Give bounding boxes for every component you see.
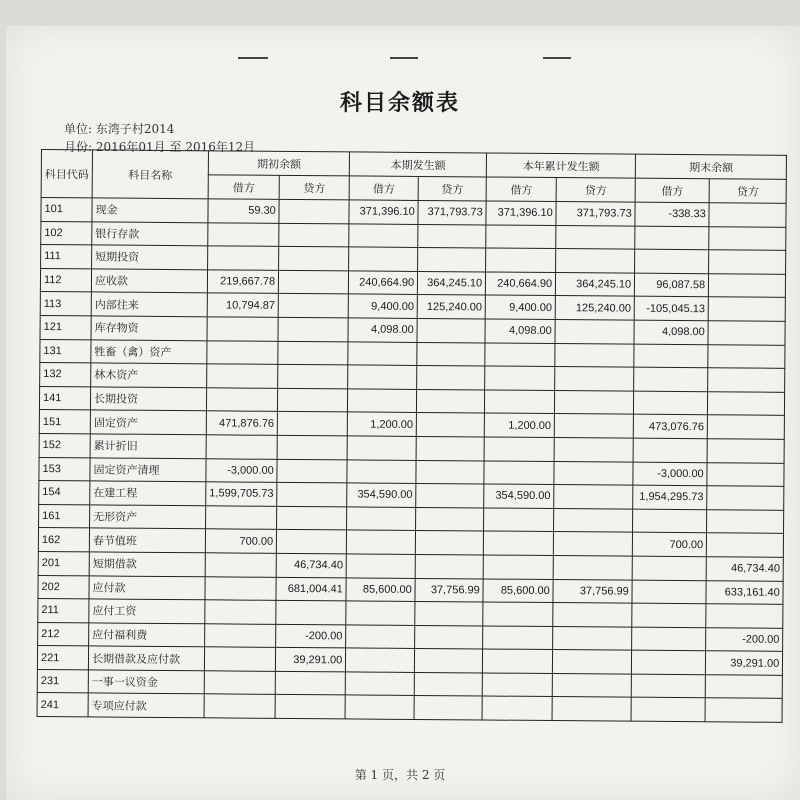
credit-cell: [552, 673, 631, 697]
punch-mark: [543, 57, 571, 59]
account-code: 211: [38, 599, 89, 623]
debit-cell: [208, 246, 279, 270]
credit-cell: [553, 555, 632, 579]
debit-cell: 59.30: [208, 199, 279, 223]
account-name: 固定资产清理: [90, 457, 206, 482]
debit-cell: [633, 509, 707, 533]
credit-cell: [706, 604, 783, 628]
debit-cell: [632, 580, 706, 604]
credit-cell: [417, 318, 485, 342]
credit-cell: [416, 507, 484, 531]
credit-cell: [415, 602, 483, 626]
credit-cell: [277, 412, 347, 436]
credit-cell: [707, 439, 784, 463]
debit-cell: [632, 556, 706, 580]
debit-cell: [484, 508, 554, 532]
account-code: 113: [40, 292, 91, 316]
debit-cell: 85,600.00: [346, 577, 415, 601]
credit-cell: [709, 226, 786, 250]
account-code: 162: [38, 528, 89, 552]
page-footer: 第 1 页，共 2 页: [354, 768, 446, 782]
punch-mark: [390, 57, 418, 59]
credit-cell: [416, 531, 484, 555]
account-code: 153: [39, 457, 90, 481]
credit-cell: [277, 482, 347, 506]
debit-cell: [635, 249, 709, 273]
debit-cell: [485, 390, 555, 414]
credit-cell: [278, 365, 348, 389]
account-name: 固定资产: [90, 410, 206, 435]
credit-cell: [275, 695, 345, 719]
debit-cell: [205, 600, 276, 624]
account-code: 112: [40, 268, 91, 292]
debit-cell: 700.00: [205, 529, 276, 553]
credit-cell: [275, 671, 345, 695]
header-credit: 贷方: [556, 178, 635, 203]
debit-cell: [205, 623, 276, 647]
account-name: 累计折旧: [90, 434, 206, 459]
account-code: 111: [41, 245, 92, 269]
period-to: 2016年12月: [185, 140, 256, 154]
header-opening-balance: 期初余额: [208, 151, 349, 176]
credit-cell: [555, 320, 634, 344]
credit-cell: [279, 199, 349, 223]
credit-cell: [707, 415, 784, 439]
credit-cell: [709, 274, 786, 298]
account-name: 林木资产: [91, 363, 207, 388]
account-code: 121: [40, 315, 91, 339]
account-code: 202: [38, 575, 89, 599]
credit-cell: [418, 224, 486, 248]
account-code: 241: [37, 693, 88, 717]
account-code: 102: [41, 221, 92, 245]
debit-cell: 471,876.76: [206, 411, 277, 435]
credit-cell: 633,161.40: [706, 580, 783, 604]
credit-cell: [279, 247, 349, 271]
credit-cell: [415, 649, 483, 673]
credit-cell: [417, 389, 485, 413]
period-label: 月份:: [64, 140, 93, 154]
debit-cell: [347, 530, 416, 554]
debit-cell: [631, 674, 705, 698]
account-name: 库存物资: [91, 316, 207, 341]
credit-cell: [707, 486, 784, 510]
credit-cell: [553, 626, 632, 650]
header-credit: 贷方: [279, 175, 349, 200]
debit-cell: [207, 340, 278, 364]
table-body: [37, 198, 786, 723]
header-period-amount: 本期发生额: [350, 152, 487, 177]
debit-cell: 371,396.10: [486, 201, 556, 225]
header-credit: 贷方: [709, 179, 786, 204]
credit-cell: [556, 225, 635, 249]
debit-cell: [207, 317, 278, 341]
credit-cell: 125,240.00: [417, 295, 485, 319]
credit-cell: [414, 696, 482, 720]
debit-cell: [484, 437, 554, 461]
credit-cell: [708, 344, 785, 368]
debit-cell: 700.00: [633, 532, 707, 556]
credit-cell: [414, 672, 482, 696]
account-code: 132: [40, 363, 91, 387]
credit-cell: [278, 317, 348, 341]
debit-cell: 1,200.00: [347, 412, 416, 436]
account-code: 152: [39, 433, 90, 457]
debit-cell: [631, 698, 705, 722]
account-code: 161: [39, 504, 90, 528]
credit-cell: 46,734.40: [276, 553, 346, 577]
account-name: 应收款: [91, 269, 207, 294]
debit-cell: [207, 364, 278, 388]
debit-cell: [486, 248, 556, 272]
debit-cell: [483, 626, 553, 650]
debit-cell: -338.33: [635, 202, 709, 226]
debit-cell: 9,400.00: [485, 295, 555, 319]
credit-cell: [416, 413, 484, 437]
debit-cell: -105,045.13: [634, 297, 708, 321]
account-name: 内部往来: [91, 292, 207, 317]
debit-cell: 96,087.58: [635, 273, 709, 297]
account-code: 131: [40, 339, 91, 363]
account-name: 牲畜（禽）资产: [91, 339, 207, 364]
credit-cell: 681,004.41: [276, 577, 346, 601]
account-name: 长期投资: [90, 387, 206, 412]
credit-cell: 39,291.00: [706, 651, 783, 675]
debit-cell: [483, 649, 553, 673]
debit-cell: [348, 341, 417, 365]
header-name: 科目名称: [92, 150, 208, 199]
credit-cell: [705, 698, 782, 722]
debit-cell: [486, 225, 556, 249]
account-name: 长期借款及应付款: [88, 646, 204, 671]
unit-line: 单位: 东湾子村2014: [64, 122, 175, 136]
debit-cell: [634, 367, 708, 391]
credit-cell: [708, 368, 785, 392]
credit-cell: [553, 603, 632, 627]
credit-cell: 39,291.00: [276, 648, 346, 672]
debit-cell: 240,664.90: [349, 271, 418, 295]
credit-cell: -200.00: [706, 627, 783, 651]
debit-cell: 354,590.00: [347, 483, 416, 507]
credit-cell: [416, 460, 484, 484]
debit-cell: [348, 365, 417, 389]
page-title: 科目余额表: [339, 90, 460, 116]
debit-cell: [204, 671, 275, 695]
debit-cell: [485, 343, 555, 367]
credit-cell: [708, 321, 785, 345]
credit-cell: [554, 532, 633, 556]
debit-cell: [482, 673, 552, 697]
debit-cell: [204, 694, 275, 718]
credit-cell: [278, 388, 348, 412]
account-name: 现金: [92, 198, 208, 223]
credit-cell: [553, 650, 632, 674]
credit-cell: [705, 675, 782, 699]
account-name: 应付工资: [89, 599, 205, 624]
credit-cell: 371,793.73: [418, 200, 486, 224]
credit-cell: [555, 390, 634, 414]
header-closing-balance: 期末余额: [636, 154, 787, 179]
credit-cell: 46,734.40: [706, 557, 783, 581]
header-debit: 借方: [208, 175, 279, 200]
credit-cell: [707, 533, 784, 557]
account-name: 短期借款: [89, 552, 205, 577]
debit-cell: 1,954,295.73: [633, 485, 707, 509]
credit-cell: 37,756.99: [415, 578, 483, 602]
credit-cell: 364,245.10: [556, 272, 635, 296]
debit-cell: [206, 388, 277, 412]
account-code: 212: [38, 622, 89, 646]
account-name: 短期投资: [92, 245, 208, 270]
account-name: 春节值班: [89, 528, 205, 553]
debit-cell: [206, 435, 277, 459]
credit-cell: 37,756.99: [553, 579, 632, 603]
account-name: 专项应付款: [88, 693, 204, 718]
debit-cell: [349, 247, 418, 271]
debit-cell: 354,590.00: [484, 484, 554, 508]
account-code: 151: [39, 410, 90, 434]
debit-cell: 1,599,705.73: [206, 482, 277, 506]
debit-cell: [346, 648, 415, 672]
debit-cell: 219,667.78: [207, 270, 278, 294]
debit-cell: [205, 576, 276, 600]
header-credit: 贷方: [418, 176, 486, 201]
debit-cell: 4,098.00: [348, 318, 417, 342]
credit-cell: 364,245.10: [418, 271, 486, 295]
account-code: 231: [37, 669, 88, 693]
credit-cell: 125,240.00: [555, 296, 634, 320]
credit-cell: [554, 485, 633, 509]
debit-cell: [483, 555, 553, 579]
account-code: 201: [38, 551, 89, 575]
debit-cell: [634, 391, 708, 415]
debit-cell: -3,000.00: [633, 462, 707, 486]
debit-cell: [632, 627, 706, 651]
debit-cell: [632, 603, 706, 627]
account-code: 154: [39, 481, 90, 505]
period-from: 2016年01月: [95, 140, 166, 154]
header-debit: 借方: [349, 176, 418, 201]
debit-cell: 240,664.90: [486, 272, 556, 296]
debit-cell: [345, 695, 414, 719]
debit-cell: [205, 553, 276, 577]
debit-cell: [347, 436, 416, 460]
debit-cell: [208, 222, 279, 246]
credit-cell: [279, 223, 349, 247]
debit-cell: [345, 672, 414, 696]
debit-cell: [204, 647, 275, 671]
credit-cell: [415, 554, 483, 578]
credit-cell: [417, 366, 485, 390]
debit-cell: 371,396.10: [349, 200, 418, 224]
balance-table: [37, 149, 788, 723]
debit-cell: [483, 602, 553, 626]
debit-cell: [633, 438, 707, 462]
credit-cell: [555, 343, 634, 367]
debit-cell: 4,098.00: [485, 319, 555, 343]
debit-cell: [634, 344, 708, 368]
debit-cell: [632, 650, 706, 674]
credit-cell: [416, 436, 484, 460]
credit-cell: [707, 509, 784, 533]
header-debit: 借方: [486, 177, 556, 202]
punch-mark: [238, 57, 268, 59]
debit-cell: 4,098.00: [634, 320, 708, 344]
credit-cell: [277, 506, 347, 530]
credit-cell: [708, 391, 785, 415]
debit-cell: [346, 554, 415, 578]
credit-cell: [277, 530, 347, 554]
debit-cell: [348, 389, 417, 413]
credit-cell: [276, 600, 346, 624]
debit-cell: 85,600.00: [483, 578, 553, 602]
credit-cell: [277, 435, 347, 459]
credit-cell: [278, 294, 348, 318]
account-code: 141: [39, 386, 90, 410]
period-to-word: 至: [169, 140, 182, 154]
debit-cell: 473,076.76: [633, 415, 707, 439]
debit-cell: 9,400.00: [348, 294, 417, 318]
credit-cell: [278, 341, 348, 365]
debit-cell: [206, 506, 277, 530]
debit-cell: [635, 226, 709, 250]
credit-cell: [708, 297, 785, 321]
account-name: 应付款: [89, 575, 205, 600]
credit-cell: [277, 459, 347, 483]
header-ytd-amount: 本年累计发生额: [487, 153, 636, 178]
debit-cell: [346, 625, 415, 649]
credit-cell: [279, 270, 349, 294]
debit-cell: [484, 461, 554, 485]
credit-cell: [554, 437, 633, 461]
account-name: 无形资产: [90, 505, 206, 530]
account-name: 在建工程: [90, 481, 206, 506]
credit-cell: 371,793.73: [556, 202, 635, 226]
debit-cell: -3,000.00: [206, 458, 277, 482]
debit-cell: [485, 366, 555, 390]
credit-cell: [709, 203, 786, 227]
credit-cell: [707, 462, 784, 486]
credit-cell: [415, 625, 483, 649]
credit-cell: [554, 461, 633, 485]
debit-cell: 1,200.00: [484, 413, 554, 437]
account-name: 一事一议资金: [88, 670, 204, 695]
debit-cell: [347, 459, 416, 483]
account-code: 101: [41, 198, 92, 222]
account-code: 221: [37, 646, 88, 670]
debit-cell: [346, 601, 415, 625]
credit-cell: [555, 367, 634, 391]
credit-cell: [554, 508, 633, 532]
debit-cell: [484, 531, 554, 555]
credit-cell: [709, 250, 786, 274]
credit-cell: [418, 248, 486, 272]
credit-cell: [552, 697, 631, 721]
debit-cell: 10,794.87: [207, 293, 278, 317]
credit-cell: [556, 249, 635, 273]
credit-cell: [554, 414, 633, 438]
account-name: 应付福利费: [89, 623, 205, 648]
account-name: 银行存款: [92, 221, 208, 246]
header-debit: 借方: [635, 178, 709, 203]
header-code: 科目代码: [41, 150, 92, 198]
credit-cell: -200.00: [276, 624, 346, 648]
debit-cell: [347, 507, 416, 531]
credit-cell: [416, 484, 484, 508]
debit-cell: [482, 696, 552, 720]
credit-cell: [417, 342, 485, 366]
debit-cell: [349, 224, 418, 248]
